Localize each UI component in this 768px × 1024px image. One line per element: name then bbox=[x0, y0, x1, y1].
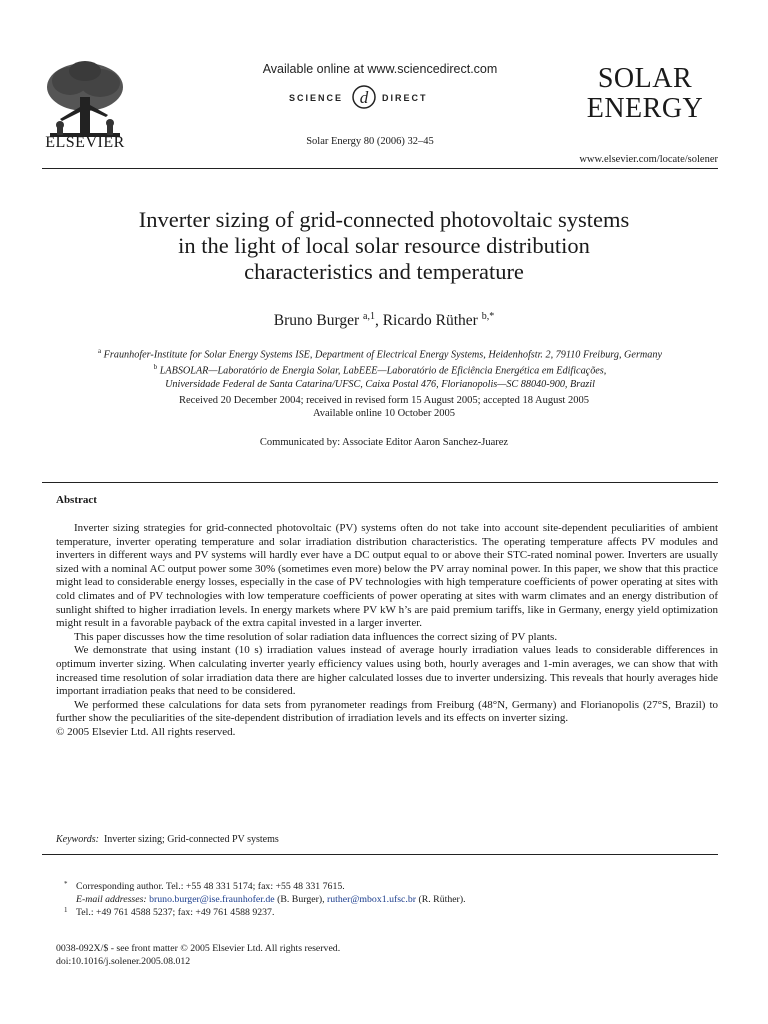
author-ruther-sup[interactable]: b,* bbox=[481, 311, 495, 322]
affiliations bbox=[42, 345, 718, 391]
keywords-value: Inverter sizing; Grid-connected PV systems bbox=[103, 834, 279, 845]
journal-name-logo bbox=[560, 64, 730, 136]
journal-name-line2: ENERGY bbox=[586, 93, 704, 124]
footnote-1: 1 Tel.: +49 761 4588 5237; fax: +49 761 4588 9237. bbox=[64, 906, 275, 918]
footnote-divider bbox=[42, 854, 718, 855]
abstract-paragraph: This paper discusses how the time resolution of solar radiation data influences the correct sizing of PV plants. bbox=[74, 630, 558, 643]
footnote-emails: E-mail addresses: bruno.burger@ise.fraunhofer.de (B. Burger), ruther@mbox1.ufsc.br (R. Rüther). bbox=[76, 894, 466, 905]
journal-name-line1: SOLAR bbox=[597, 63, 693, 94]
email-link-burger[interactable]: bruno.burger@ise.fraunhofer.de bbox=[149, 894, 275, 905]
journal-reference: Solar Energy 80 (2006) 32–45 bbox=[306, 136, 434, 147]
abstract-paragraph: We demonstrate that using instant (10 s) irradiation values instead of average hourly irradiation values leads to considerable differences in optimum inverter sizing. When calculating inverter yearly efficiency values using both, hourly averages and 1-min averages, we can show that with increased time resolution of solar irradiation data there are higher calculated losses due to inverter undersizing. This reveals that hourly averages hide important irradiation peaks that need to be considered. bbox=[56, 644, 718, 698]
article-title bbox=[60, 207, 708, 285]
header-divider bbox=[42, 168, 718, 169]
sciencedirect-logo bbox=[270, 82, 480, 112]
title-line: Inverter sizing of grid-connected photovoltaic systems bbox=[138, 207, 630, 232]
abstract-body bbox=[56, 522, 718, 740]
email-link-ruther[interactable]: ruther@mbox1.ufsc.br bbox=[327, 894, 417, 905]
author-list bbox=[60, 311, 708, 330]
received-dates: Received 20 December 2004; received in revised form 15 August 2005; accepted 18 August 2005 bbox=[179, 395, 589, 406]
author-burger-sup[interactable]: a,1 bbox=[363, 311, 375, 322]
available-online-text[interactable]: Available online at www.sciencedirect.com bbox=[262, 62, 498, 76]
affiliation-b: $^b$ LABSOLAR—Laboratório de Energia Solar, LabEEE—Laboratório de Eficiência Energética em Edificações, bbox=[153, 363, 607, 377]
publisher-name: ELSEVIER bbox=[45, 134, 125, 151]
abstract-divider bbox=[42, 482, 718, 483]
sciencedirect-left-text: SCIENCE bbox=[288, 93, 343, 103]
article-dates bbox=[60, 394, 708, 420]
abstract-paragraph: Inverter sizing strategies for grid-connected photovoltaic (PV) systems often do not take into account site-dependent peculiarities of ambient temperature, inverter operating temperature and solar irradiation distribution characteristics. The operating temperature affects PV modules and inverters in different ways and PV systems will hardly ever have a DC output equal to or above their STC-rated nominal power. Inverters are usually sized with a nominal AC output power some 30% (sometimes even more) below the PV array nominal power. In this paper, we show that this practice might lead to considerable energy losses, especially in the case of PV technologies with high temperature coefficients of power operating at sites with cold climates and of PV technologies with low temperature coefficients of power operating at sites with warm climates and an energy distribution of sunlight shifted to higher irradiation levels. In energy markets where PV kW h’s are paid premium tariffs, like in Germany, energy yield optimization might result in a favorable payback of the extra capital invested in a larger inverter. bbox=[56, 522, 718, 630]
abstract-copyright: © 2005 Elsevier Ltd. All rights reserved. bbox=[56, 725, 236, 738]
available-date: Available online 10 October 2005 bbox=[312, 408, 456, 419]
journal-url-link[interactable]: www.elsevier.com/locate/solener bbox=[579, 154, 718, 165]
communicated-by: Communicated by: Associate Editor Aaron Sanchez-Juarez bbox=[259, 437, 509, 448]
affiliation-b-cont: Universidade Federal de Santa Catarina/UFSC, Caixa Postal 476, Florianopolis—SC 88040-900, Brazil bbox=[165, 378, 595, 390]
author-separator: , bbox=[374, 312, 383, 330]
sciencedirect-right-text: DIRECT bbox=[382, 93, 428, 103]
keywords-label: Keywords: bbox=[56, 834, 99, 845]
doi-line[interactable]: doi:10.1016/j.solener.2005.08.012 bbox=[56, 956, 191, 967]
affiliation-a: $^a$ Fraunhofer-Institute for Solar Energy Systems ISE, Department of Electrical Energy Systems, Heidenhofstr. 2, 79110 Freiburg, Germany bbox=[98, 347, 662, 361]
author-burger: Bruno Burger bbox=[273, 312, 360, 330]
issn-doi bbox=[56, 942, 718, 968]
issn-line: 0038-092X/$ - see front matter © 2005 Elsevier Ltd. All rights reserved. bbox=[56, 943, 341, 954]
keywords bbox=[56, 834, 718, 845]
title-line: characteristics and temperature bbox=[244, 259, 524, 284]
author-ruther: Ricardo Rüther bbox=[382, 312, 478, 330]
svg-text:d: d bbox=[359, 88, 369, 107]
abstract-paragraph: We performed these calculations for data sets from pyranometer readings from Freiburg (48°N, Germany) and Florianopolis (27°S, Brazil) to further show the peculiarities of the site-dependent distribution of irradiation levels and its effects on inverter sizing. bbox=[56, 698, 718, 725]
footnotes bbox=[56, 880, 718, 919]
title-line: in the light of local solar resource distribution bbox=[178, 233, 590, 258]
footnote-corresponding: * Corresponding author. Tel.: +55 48 331 5174; fax: +55 48 331 7615. bbox=[64, 880, 345, 892]
abstract-heading: Abstract bbox=[56, 494, 97, 506]
